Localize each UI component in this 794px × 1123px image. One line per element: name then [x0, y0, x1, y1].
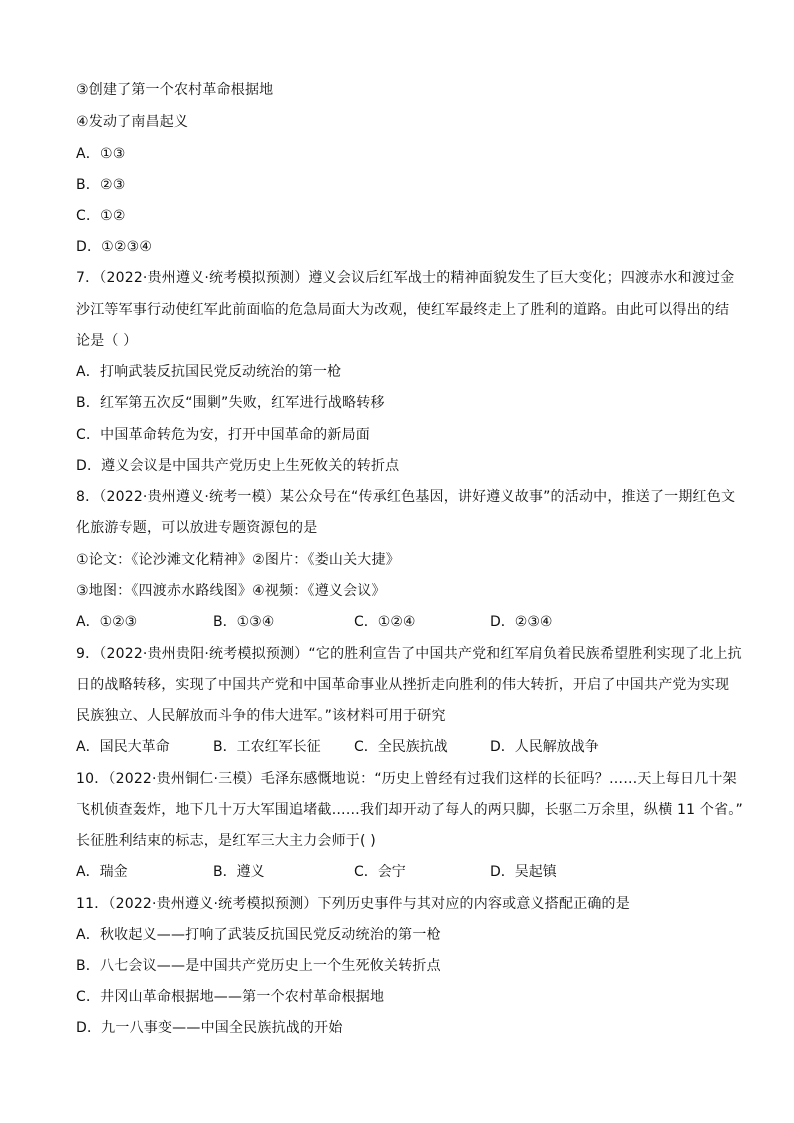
q11-option-d: D．九一八事变——中国全民族抗战的开始: [76, 1020, 343, 1036]
q8-option-b: B．①③④: [213, 614, 275, 630]
q11-option-c: C．井冈山革命根据地——第一个农村革命根据地: [76, 989, 385, 1005]
q8-item-line-1: ①论文：《论沙滩文化精神》②图片：《娄山关大捷》: [76, 552, 400, 568]
q9-stem-line-1: 9．（2022·贵州贵阳·统考模拟预测）“它的胜利宣告了中国共产党和红军肩负着民族希望胜利实现了北上抗: [76, 646, 742, 662]
q6-option-c: C．①②: [76, 208, 126, 224]
q7-stem-line-3: 论是（ ）: [76, 333, 138, 349]
q7-option-c: C．中国革命转危为安，打开中国革命的新局面: [76, 427, 370, 443]
q6-item-4: ④发动了南昌起义: [76, 114, 189, 130]
q9-option-a: A．国民大革命: [76, 739, 170, 755]
q10-option-a: A．瑞金: [76, 864, 128, 880]
q8-stem-line-2: 化旅游专题，可以放进专题资源包的是: [76, 520, 318, 536]
q10-stem-line-1: 10．（2022·贵州铜仁·三模）毛泽东感慨地说：“历史上曾经有过我们这样的长征吗？……天上每日几十架: [76, 771, 737, 787]
q10-option-d: D．吴起镇: [490, 864, 557, 880]
q7-stem-line-2: 沙江等军事行动使红军此前面临的危急局面大为改观，使红军最终走上了胜利的道路。由此可以得出的结: [76, 302, 730, 318]
q8-option-a: A．①②③: [76, 614, 138, 630]
q9-stem-line-3: 民族独立、人民解放而斗争的伟大进军。”该材料可用于研究: [76, 708, 446, 724]
q11-stem-line-1: 11．（2022·贵州遵义·统考模拟预测）下列历史事件与其对应的内容或意义搭配正确的是: [76, 896, 630, 912]
q8-option-d: D．②③④: [490, 614, 553, 630]
q9-stem-line-2: 日的战略转移，实现了中国共产党和中国革命事业从挫折走向胜利的伟大转折，开启了中国共产党为实现: [76, 677, 730, 693]
q9-option-b: B．工农红军长征: [213, 739, 321, 755]
q7-option-d: D．遵义会议是中国共产党历史上生死攸关的转折点: [76, 458, 400, 474]
q10-options: [76, 862, 726, 882]
q7-option-b: B．红军第五次反“围剿”失败，红军进行战略转移: [76, 395, 385, 411]
q10-stem-line-3: 长征胜利结束的标志，是红军三大主力会师于( ): [76, 833, 376, 849]
q6-item-3: ③创建了第一个农村革命根据地: [76, 82, 274, 98]
q7-option-a: A．打响武装反抗国民党反动统治的第一枪: [76, 364, 342, 380]
q9-option-d: D．人民解放战争: [490, 739, 599, 755]
q8-stem-line-1: 8．（2022·贵州遵义·统考一模）某公众号在“传承红色基因，讲好遵义故事”的活动中，推送了一期红色文: [76, 489, 736, 505]
q8-option-c: C．①②④: [354, 614, 416, 630]
q6-option-d: D．①②③④: [76, 239, 153, 255]
q6-option-a: A．①③: [76, 146, 126, 162]
q7-stem-line-1: 7．（2022·贵州遵义·统考模拟预测）遵义会议后红军战士的精神面貌发生了巨大变化；四渡赤水和渡过金: [76, 270, 735, 286]
q9-options: [76, 737, 726, 757]
q8-options: [76, 612, 726, 632]
q11-option-b: B．八七会议——是中国共产党历史上一个生死攸关转折点: [76, 958, 441, 974]
q11-option-a: A．秋收起义——打响了武装反抗国民党反动统治的第一枪: [76, 927, 441, 943]
q6-option-b: B．②③: [76, 177, 126, 193]
q10-option-c: C．会宁: [354, 864, 406, 880]
q10-stem-line-2: 飞机侦查轰炸，地下几十万大军围追堵截……我们却开动了每人的两只脚，长驱二万余里，纵横 11 个省。”: [76, 802, 743, 818]
q9-option-c: C．全民族抗战: [354, 739, 448, 755]
q10-option-b: B．遵义: [213, 864, 265, 880]
q8-item-line-2: ③地图：《四渡赤水路线图》④视频：《遵义会议》: [76, 583, 386, 599]
